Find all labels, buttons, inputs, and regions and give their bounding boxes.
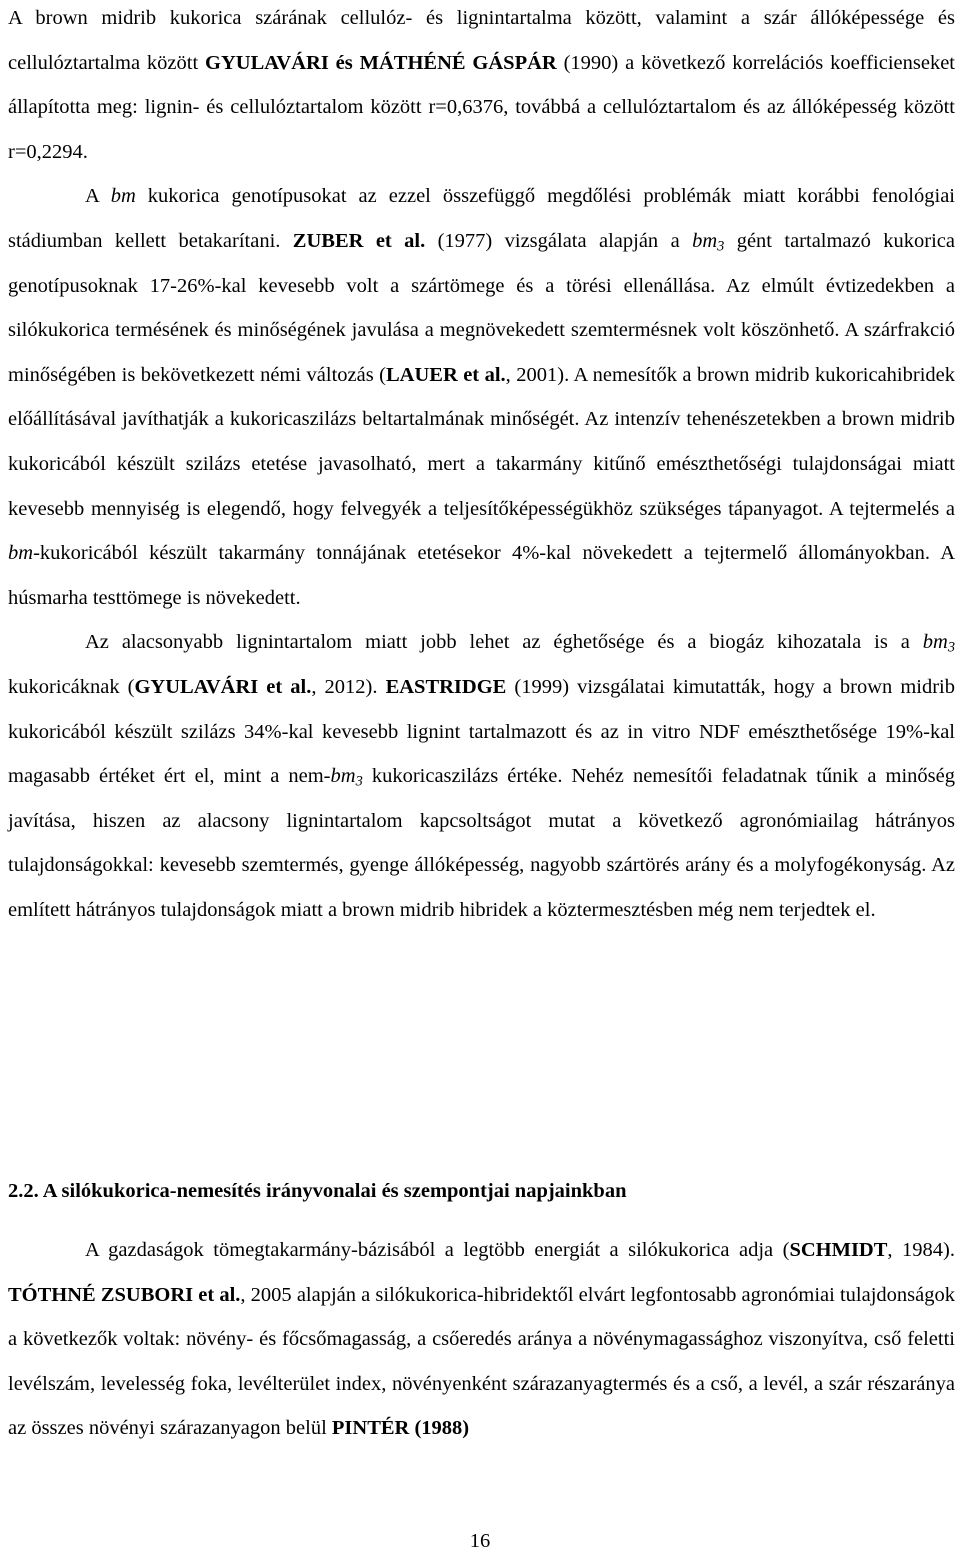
paragraph-4-text-c: , 2005 alapján a silókukorica-hibridektől elvárt legfontosabb agronómiai tulajdonságok a következők voltak: növény- és főcsőmagasság, a csőeredés aránya a növénymagassághoz viszonyítva, cső feletti levélszám, levelesség foka, levélterület index, növényenként szárazanyagtermés és a cső, a levél, a szár részaránya az összes növényi szárazanyagon belül: [8, 1283, 956, 1440]
term-bm-subscript: 3: [717, 238, 725, 255]
citation-gyulavari: GYULAVÁRI et al.: [134, 675, 312, 698]
term-bm: bm: [692, 229, 718, 252]
citation-schmidt: SCHMIDT: [789, 1239, 888, 1261]
term-bm: bm: [922, 631, 948, 654]
paragraph-3: [8, 620, 955, 932]
citation-zuber: ZUBER et al.: [292, 229, 426, 252]
paragraph-4-text-a: A gazdaságok tömegtakarmány-bázisából a legtöbb energiát a silókukorica adja (: [85, 1239, 790, 1261]
citation-eastridge: EASTRIDGE: [385, 675, 507, 698]
paragraph-4-text-b: , 1984).: [887, 1239, 956, 1261]
document-page: [8, 0, 955, 932]
citation-pinter-year: (1988): [409, 1417, 470, 1440]
section-heading: 2.2. A silókukorica-nemesítés irányvonalai és szempontjai napjainkban: [8, 1180, 627, 1202]
paragraph-3-text-e: kukoricaszilázs értéke. Nehéz nemesítői feladatnak tűnik a minőség javítása, hiszen az alacsony lignintartalom kapcsoltságot mutat a következő agronómiailag hátrányos tulajdonságokkal: kevesebb szemtermés, gyenge állóképesség, nagyobb szártörés arány és a molyfogékonyság. Az említett hátrányos tulajdonságok miatt a brown midrib hibridek a köztermesztésben még nem terjedtek el.: [8, 765, 955, 921]
paragraph-3-text-b: kukoricáknak (: [8, 675, 135, 698]
citation-tothne-zsubori: TÓTHNÉ ZSUBORI et al.: [8, 1283, 241, 1306]
paragraph-3-text-a: Az alacsonyabb lignintartalom miatt jobb lehet az éghetősége és a biogáz kihozatala is a: [85, 631, 923, 654]
citation-lauer: LAUER et al.: [385, 363, 506, 386]
paragraph-3-text-d: (1999) vizsgálatai kimutatták, hogy a brown midrib kukoricából készült szilázs 34%-kal kevesebb lignint tartalmazott és az in vitro NDF emészthetősége 19%-kal magasabb értéket ért el, mint a nem-: [8, 675, 956, 788]
citation-pinter: PINTÉR: [331, 1417, 410, 1440]
citation-gyulavari-mathene-gaspar: GYULAVÁRI és MÁTHÉNÉ GÁSPÁR: [205, 51, 557, 74]
paragraph-3-text-c: , 2012).: [311, 675, 386, 698]
term-bm-subscript: 3: [947, 639, 955, 656]
paragraph-2-text-b: kukorica genotípusokat az ezzel összefüggő megdőlési problémák miatt korábbi fenológiai stádiumban kellett betakarítani.: [8, 185, 955, 252]
paragraph-2: [8, 174, 955, 620]
paragraph-2-text-d: gént tartalmazó kukorica genotípusoknak 17-26%-kal kevesebb volt a szártömege és a törési ellenállása. Az elmúlt évtizedekben a silókukorica termésének és minőségének javulása a megnövekedett szemtermésnek volt köszönhető. A szárfrakció minőségében is bekövetkezett némi változás (: [8, 229, 955, 386]
term-bm: bm: [330, 765, 356, 788]
paragraph-1-text-b: (1990) a következő korrelációs koefficienseket állapította meg: lignin- és cellulóztartalom között r=0,6376, továbbá a cellulóztartalom és az állóképesség között r=0,2294.: [8, 51, 955, 163]
term-bm-subscript: 3: [355, 773, 363, 790]
paragraph-4: [8, 1228, 955, 1451]
paragraph-2-text-e: , 2001). A nemesítők a brown midrib kukoricahibridek előállításával javíthatják a kukoricaszilázs beltartalmának minőségét. Az intenzív tehenészetekben a brown midrib kukoricából készült szilázs etetése javasolható, mert a takarmány kitűnő emészthetőségi tulajdonságai miatt kevesebb mennyiség is elegendő, hogy felvegyék a teljesítőképességükhöz szükséges tápanyagot. A tejtermelés a: [8, 363, 955, 520]
paragraph-2-text-f: -kukoricából készült takarmány tonnájának etetésekor 4%-kal növekedett a tejtermelő állományokban. A húsmarha testtömege is növekedett.: [8, 542, 955, 609]
paragraph-2-text-c: (1977) vizsgálata alapján a: [425, 229, 693, 252]
paragraph-1-text-a: A brown midrib kukorica szárának cellulóz- és lignintartalma között, valamint a szár állóképessége és cellulóztartalma között: [8, 7, 955, 74]
section-2-2-body: [8, 1228, 955, 1451]
paragraph-1: [8, 0, 955, 174]
term-bm: bm: [8, 542, 34, 565]
term-bm: bm: [110, 185, 136, 208]
paragraph-2-text-a: A: [85, 185, 111, 208]
page-number: 16: [469, 1530, 491, 1552]
